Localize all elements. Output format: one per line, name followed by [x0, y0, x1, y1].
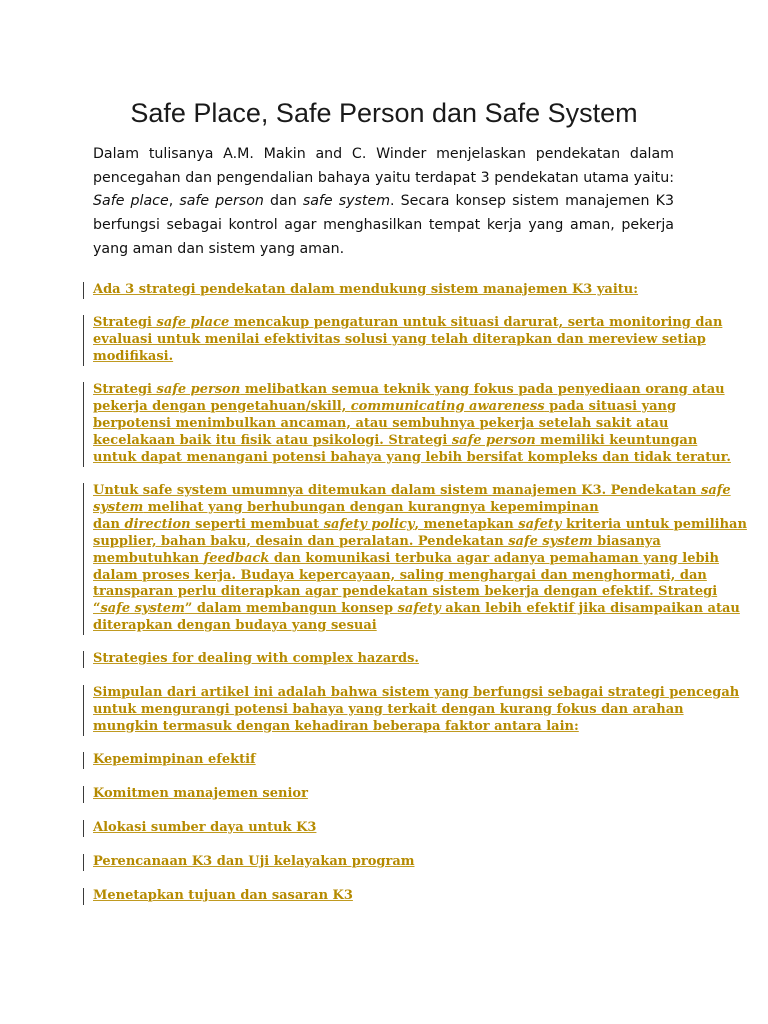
factor-text: Komitmen manajemen senior	[93, 786, 308, 801]
text-run: , menetapkan	[414, 516, 519, 532]
safe-place-line: evaluasi untuk menilai efektivitas solusi yang telah diterapkan dan mereview setiap	[93, 331, 706, 347]
factor-item	[83, 752, 683, 769]
safe-system-line	[93, 550, 719, 568]
simpulan-line: Simpulan dari artikel ini adalah bahwa sistem yang berfungsi sebagai strategi pencegah	[93, 685, 740, 700]
text-run: Untuk safe system umumnya ditemukan dalam sistem manajemen K3. Pendekatan	[93, 483, 702, 498]
italic-term: safety policy	[323, 516, 415, 532]
document-title: Safe Place, Safe Person dan Safe System	[130, 98, 638, 128]
safe-system-line	[93, 516, 747, 534]
safe-place-line	[93, 315, 723, 332]
safe-system-line	[93, 534, 683, 551]
safe-person-paragraph	[83, 382, 731, 467]
factor-item	[83, 888, 683, 905]
italic-term: communicating awareness	[350, 398, 545, 414]
complex-hazards-heading	[83, 651, 683, 668]
simpulan-line: untuk mengurangi potensi bahaya yang terkait dengan kurang fokus dan arahan	[93, 701, 684, 717]
safe-system-line	[93, 483, 731, 500]
italic-term: safe person	[451, 432, 536, 448]
simpulan-paragraph	[83, 685, 740, 736]
complex-hazards-heading-text: Strategies for dealing with complex hazards.	[93, 651, 419, 666]
factor-text: Menetapkan tujuan dan sasaran K3	[93, 888, 353, 903]
italic-term: safe system	[100, 601, 185, 617]
intro-text-start: Dalam tulisanya A.M. Makin and C. Winder menjelaskan pendekatan dalam pencegahan dan pengendalian bahaya yaitu terdapat 3 pendekatan utama yaitu:	[93, 146, 674, 186]
text-run: ” dalam membangun konsep	[184, 601, 398, 617]
text-run: memiliki keuntungan	[535, 432, 698, 448]
safe-system-line: transparan perlu diterapkan agar pendekatan sistem bekerja dengan efektif. Strategi	[93, 584, 718, 600]
intro-term-safe-system: safe system	[302, 193, 391, 210]
intro-text-end: . Secara konsep sistem manajemen K3 berfungsi sebagai kontrol agar menghasilkan tempat kerja yang aman, pekerja yang aman dan sistem yang aman.	[93, 193, 674, 257]
italic-term: feedback	[203, 550, 270, 566]
safe-person-line	[93, 399, 683, 416]
factor-item	[83, 820, 683, 837]
italic-term: safety	[397, 601, 441, 617]
text-run: dan komunikasi terbuka agar adanya pemahaman yang lebih	[269, 550, 719, 566]
safe-person-line	[93, 382, 725, 399]
text-run: melibatkan semua teknik yang fokus pada penyediaan orang atau	[240, 382, 725, 397]
factor-text: Perencanaan K3 dan Uji kelayakan program	[93, 854, 415, 869]
safe-person-line: berpotensi menimbulkan ancaman, atau sembuhnya pekerja setelah sakit atau	[93, 415, 669, 431]
strategy-heading-text: Ada 3 strategi pendekatan dalam mendukung sistem manajemen K3 yaitu:	[93, 282, 639, 297]
safe-place-paragraph	[83, 315, 723, 366]
factor-text: Alokasi sumber daya untuk K3	[93, 820, 317, 835]
text-run: kecelakaan baik itu fisik atau psikologi. Strategi	[93, 432, 452, 448]
text-run: seperti membuat	[190, 516, 324, 532]
text-run: “	[93, 601, 101, 617]
strategy-heading	[83, 282, 683, 299]
safe-person-line: untuk dapat menangani potensi bahaya yang lebih bersifat kompleks dan tidak teratur.	[93, 449, 731, 465]
intro-term-safe-place: Safe place	[93, 193, 169, 210]
text-run: mencakup pengaturan untuk situasi darurat, serta monitoring dan	[229, 315, 723, 330]
text-run: membutuhkan	[93, 550, 204, 566]
intro-paragraph	[93, 143, 674, 262]
safe-system-line	[93, 601, 740, 618]
factor-item	[83, 854, 683, 871]
safe-system-line	[93, 500, 683, 517]
intro-separator: ,	[168, 193, 180, 210]
text-run: melihat yang berhubungan dengan kurangnya kepemimpinan	[143, 499, 599, 515]
simpulan-line: mungkin termasuk dengan kehadiran beberapa faktor antara lain:	[93, 718, 579, 734]
intro-separator: dan	[263, 193, 303, 210]
safe-place-line: modifikasi.	[93, 348, 174, 364]
italic-term: safe system	[508, 533, 593, 549]
italic-term: safe place	[156, 315, 230, 330]
safe-system-paragraph	[83, 483, 747, 635]
italic-term: safety	[518, 516, 562, 532]
italic-term: safe	[701, 483, 731, 498]
safe-system-line: dalam proses kerja. Budaya kepercayaan, saling menghargai dan menghormati, dan	[93, 567, 707, 583]
text-run: Strategi	[93, 315, 157, 330]
text-run: Strategi	[93, 382, 157, 397]
italic-term: safe person	[156, 382, 241, 397]
italic-term: direction	[124, 516, 191, 532]
italic-term: system	[93, 499, 144, 515]
text-run: pada situasi yang	[544, 398, 677, 414]
text-run: supplier, bahan baku, desain dan peralatan. Pendekatan	[93, 533, 509, 549]
text-run: kriteria untuk pemilihan	[561, 516, 747, 532]
safe-system-line: diterapkan dengan budaya yang sesuai	[93, 618, 377, 634]
text-run: dan	[93, 516, 125, 532]
text-run: biasanya	[592, 533, 661, 549]
intro-term-safe-person: safe person	[179, 193, 264, 210]
text-run: akan lebih efektif jika disampaikan atau	[440, 601, 740, 617]
factor-item	[83, 786, 683, 803]
text-run: pekerja dengan pengetahuan/skill,	[93, 398, 351, 414]
safe-person-line	[93, 432, 698, 450]
factor-text: Kepemimpinan efektif	[93, 752, 256, 767]
